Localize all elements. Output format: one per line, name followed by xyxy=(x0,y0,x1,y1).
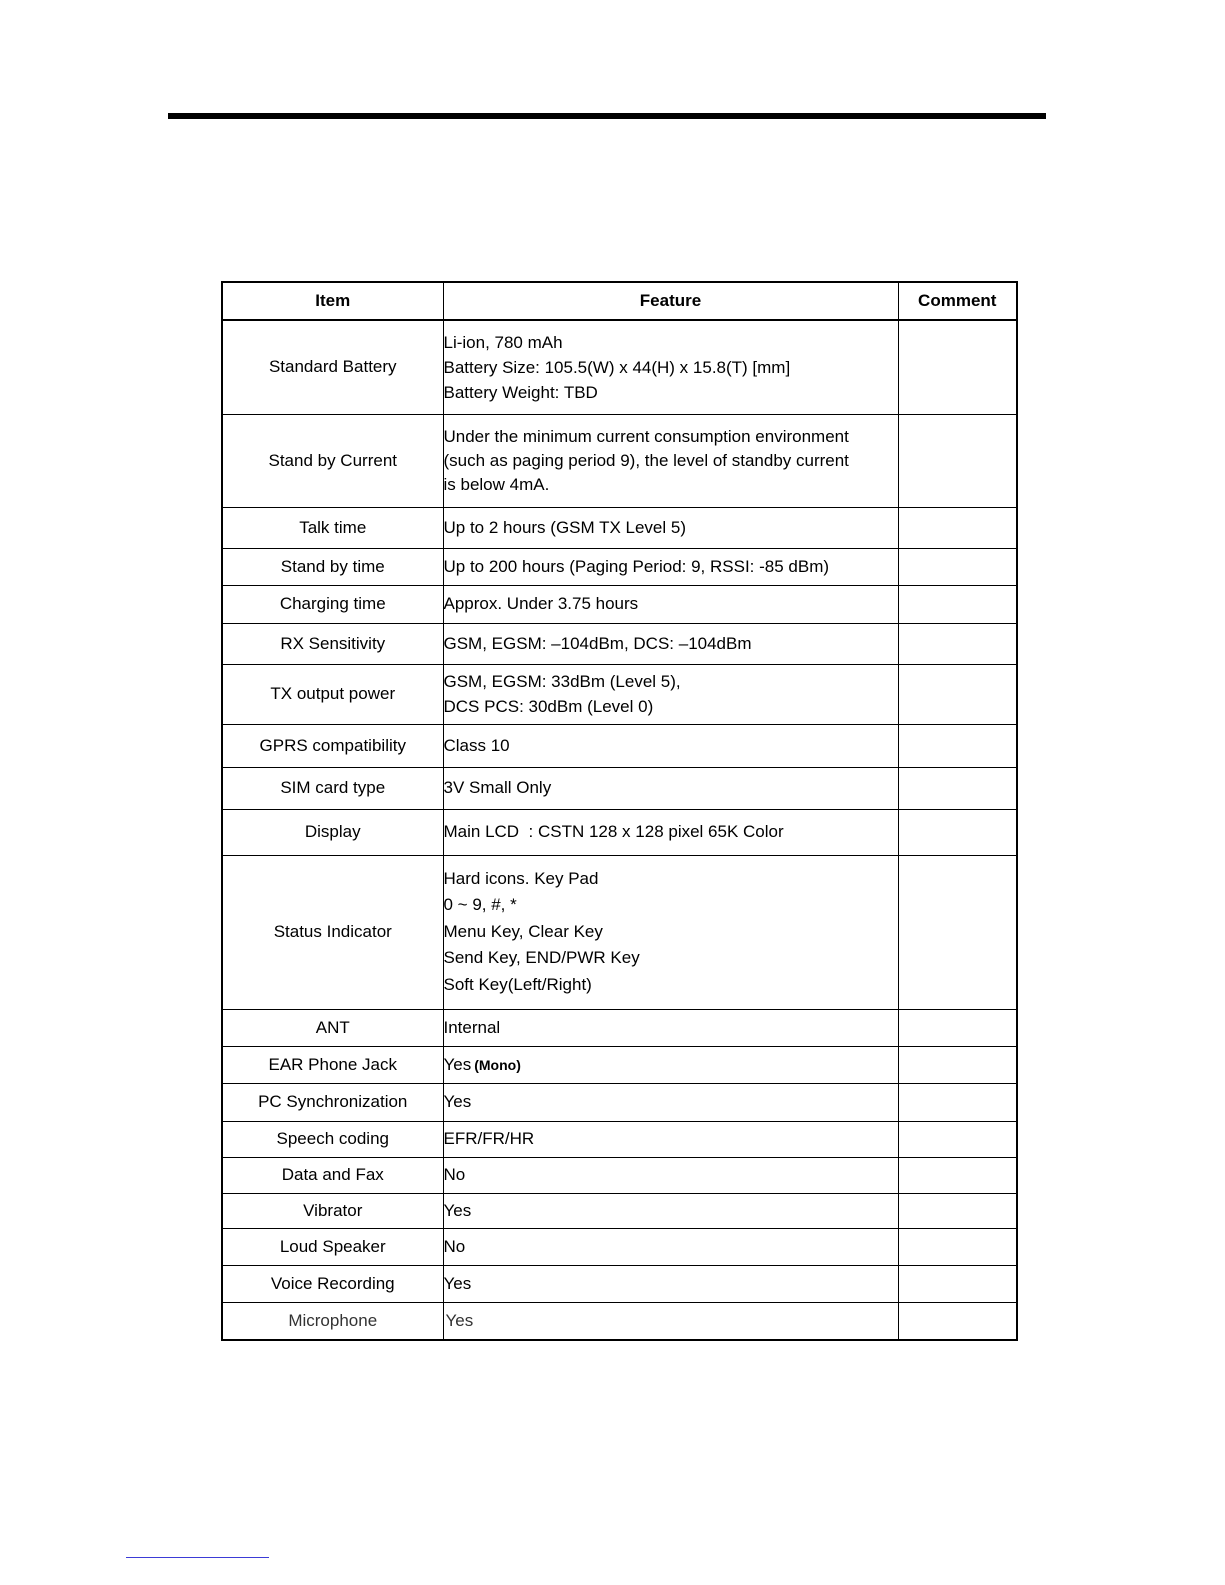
row-comment xyxy=(898,664,1017,724)
table-row xyxy=(222,1121,1017,1157)
row-feature xyxy=(443,1083,898,1121)
feature-line: Battery Size: 105.5(W) x 44(H) x 15.8(T) [mm] xyxy=(443,357,791,377)
feature-line: Main LCD : CSTN 128 x 128 pixel 65K Color xyxy=(443,822,784,841)
row-item: PC Synchronization xyxy=(222,1083,443,1121)
feature-line: DCS PCS: 30dBm (Level 0) xyxy=(443,697,654,716)
row-feature xyxy=(443,1265,898,1302)
table-row xyxy=(222,1009,1017,1046)
row-feature xyxy=(443,1121,898,1157)
table-row xyxy=(222,1265,1017,1302)
row-comment xyxy=(898,1265,1017,1302)
row-comment xyxy=(898,1193,1017,1228)
feature-line: Under the minimum current consumption environment xyxy=(443,426,849,446)
row-item: Voice Recording xyxy=(222,1265,443,1302)
header-item: Item xyxy=(222,282,443,320)
row-feature xyxy=(443,623,898,664)
feature-line: (such as paging period 9), the level of standby current xyxy=(443,450,849,470)
specification-table xyxy=(221,281,1018,1341)
table-row xyxy=(222,809,1017,855)
row-comment xyxy=(898,1083,1017,1121)
row-feature xyxy=(443,1009,898,1046)
row-item: Stand by Current xyxy=(222,414,443,507)
table-row xyxy=(222,548,1017,585)
feature-line: is below 4mA. xyxy=(443,474,550,494)
feature-line: Battery Weight: TBD xyxy=(443,382,598,402)
row-feature xyxy=(443,548,898,585)
table-row xyxy=(222,507,1017,548)
row-item: Standard Battery xyxy=(222,320,443,414)
feature-line: Yes xyxy=(445,1310,474,1330)
row-feature xyxy=(443,1228,898,1265)
feature-line: Yes xyxy=(443,1092,472,1111)
feature-line: No xyxy=(443,1165,466,1184)
feature-line: EFR/FR/HR xyxy=(443,1129,535,1148)
table-row xyxy=(222,414,1017,507)
feature-note: (Mono) xyxy=(474,1056,521,1073)
row-comment xyxy=(898,414,1017,507)
feature-line: Internal xyxy=(443,1017,501,1037)
row-item: Status Indicator xyxy=(222,855,443,1009)
row-item: Vibrator xyxy=(222,1193,443,1228)
row-feature xyxy=(443,320,898,414)
row-feature xyxy=(443,1193,898,1228)
header-comment: Comment xyxy=(898,282,1017,320)
feature-line: 0 ~ 9, #, * xyxy=(443,895,517,915)
row-feature xyxy=(443,664,898,724)
feature-line: GSM, EGSM: 33dBm (Level 5), xyxy=(443,672,681,691)
row-comment xyxy=(898,1046,1017,1083)
feature-line: Soft Key(Left/Right) xyxy=(443,974,592,994)
row-item: Data and Fax xyxy=(222,1157,443,1193)
row-item: Microphone xyxy=(222,1302,443,1340)
row-feature xyxy=(443,585,898,623)
feature-line: Li-ion, 780 mAh xyxy=(443,332,563,352)
row-item: RX Sensitivity xyxy=(222,623,443,664)
feature-line: Yes xyxy=(443,1200,472,1220)
feature-line: Send Key, END/PWR Key xyxy=(443,948,640,968)
row-comment xyxy=(898,1302,1017,1340)
top-horizontal-rule xyxy=(168,113,1046,119)
row-comment xyxy=(898,548,1017,585)
row-feature xyxy=(443,855,898,1009)
row-item: Speech coding xyxy=(222,1121,443,1157)
table-row xyxy=(222,767,1017,809)
feature-line: Yes xyxy=(443,1054,472,1074)
table-row xyxy=(222,1046,1017,1083)
row-comment xyxy=(898,1121,1017,1157)
row-feature xyxy=(443,809,898,855)
row-item: Loud Speaker xyxy=(222,1228,443,1265)
feature-line: Yes xyxy=(443,1273,472,1293)
row-feature xyxy=(443,1302,898,1340)
header-feature: Feature xyxy=(443,282,898,320)
row-item: Charging time xyxy=(222,585,443,623)
row-item: GPRS compatibility xyxy=(222,724,443,767)
table-row xyxy=(222,1228,1017,1265)
row-feature xyxy=(443,414,898,507)
row-comment xyxy=(898,809,1017,855)
row-item: SIM card type xyxy=(222,767,443,809)
table-row xyxy=(222,724,1017,767)
feature-line: No xyxy=(443,1236,466,1256)
row-comment xyxy=(898,623,1017,664)
feature-line: Up to 2 hours (GSM TX Level 5) xyxy=(443,517,687,537)
feature-line: Approx. Under 3.75 hours xyxy=(443,594,639,613)
row-comment xyxy=(898,507,1017,548)
feature-line: GSM, EGSM: –104dBm, DCS: –104dBm xyxy=(443,633,752,653)
row-comment xyxy=(898,855,1017,1009)
table-row xyxy=(222,855,1017,1009)
row-feature xyxy=(443,767,898,809)
row-feature xyxy=(443,507,898,548)
table-row xyxy=(222,664,1017,724)
row-comment xyxy=(898,320,1017,414)
table-row xyxy=(222,1302,1017,1340)
feature-line: 3V Small Only xyxy=(443,778,552,797)
row-item: TX output power xyxy=(222,664,443,724)
feature-line: Up to 200 hours (Paging Period: 9, RSSI: -85 dBm) xyxy=(443,556,830,576)
table-row xyxy=(222,1157,1017,1193)
table-row xyxy=(222,623,1017,664)
table-row xyxy=(222,1083,1017,1121)
table-header-row xyxy=(222,282,1017,320)
table-row xyxy=(222,585,1017,623)
row-comment xyxy=(898,1009,1017,1046)
row-comment xyxy=(898,1157,1017,1193)
feature-line: Class 10 xyxy=(443,735,510,755)
table-row xyxy=(222,1193,1017,1228)
feature-line: Hard icons. Key Pad xyxy=(443,868,599,888)
row-item: Stand by time xyxy=(222,548,443,585)
table-row xyxy=(222,320,1017,414)
row-comment xyxy=(898,724,1017,767)
feature-line: Menu Key, Clear Key xyxy=(443,921,603,941)
bottom-link-underline xyxy=(126,1557,269,1558)
row-item: EAR Phone Jack xyxy=(222,1046,443,1083)
row-comment xyxy=(898,585,1017,623)
row-comment xyxy=(898,1228,1017,1265)
row-item: Display xyxy=(222,809,443,855)
row-item: ANT xyxy=(222,1009,443,1046)
row-item: Talk time xyxy=(222,507,443,548)
row-feature xyxy=(443,1046,898,1083)
row-feature xyxy=(443,724,898,767)
row-feature xyxy=(443,1157,898,1193)
row-comment xyxy=(898,767,1017,809)
